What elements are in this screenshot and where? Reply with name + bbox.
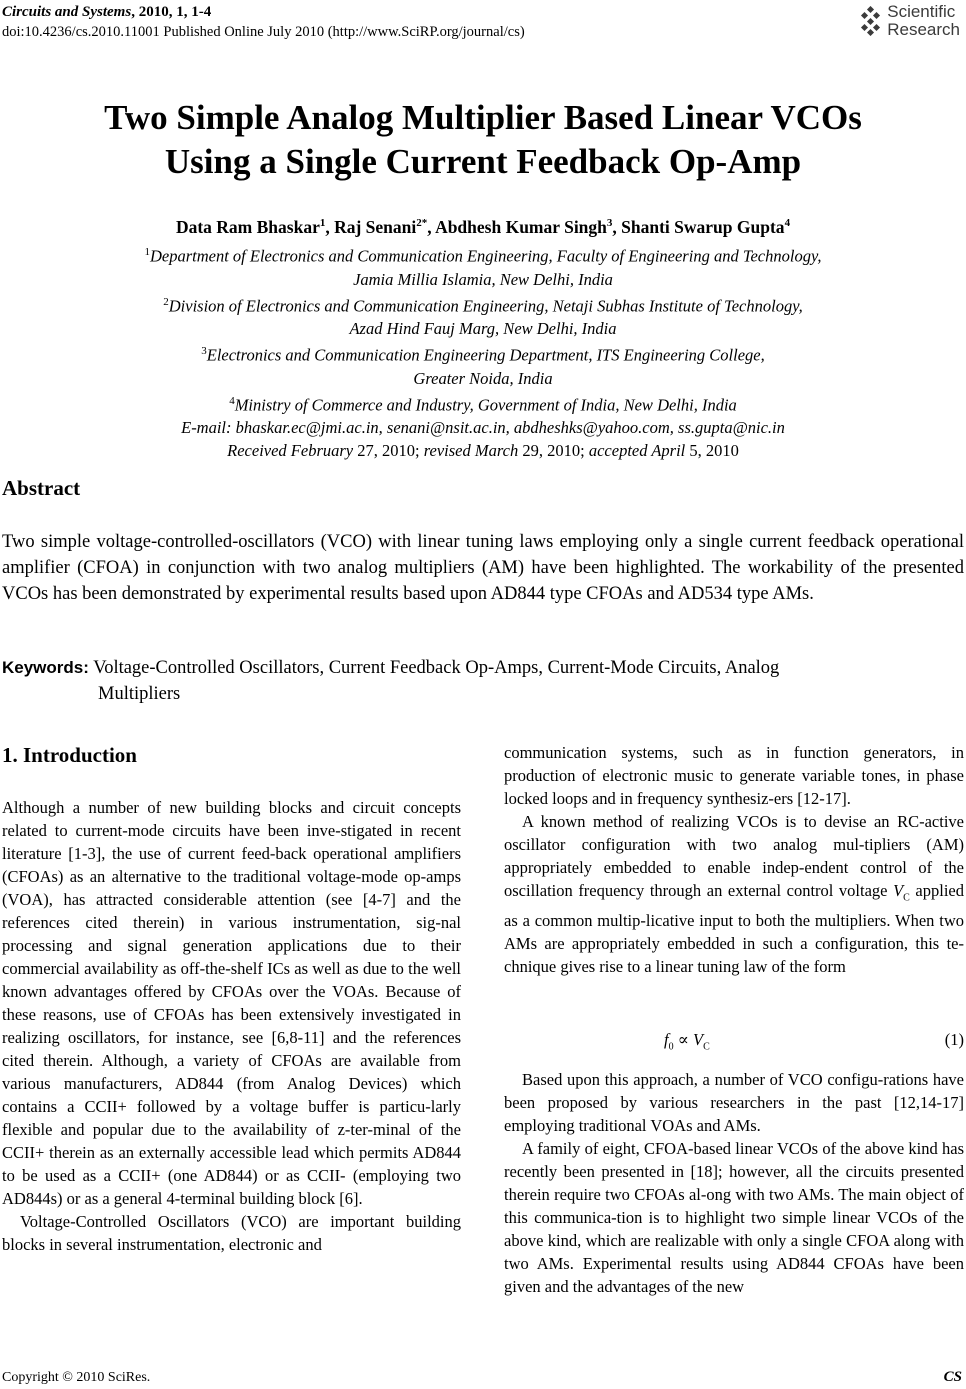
abstract-heading: Abstract — [2, 476, 81, 500]
paragraph: Based upon this approach, a number of VCO configu-rations have been proposed by various researchers in the past [12,14-17] employing traditional VOAs and AMs. — [504, 1070, 964, 1135]
author-name: Data Ram Bhaskar — [175, 217, 320, 237]
footer-copyright: Copyright © 2010 SciRes. — [2, 1370, 151, 1385]
affiliation-2: $^2$Division of Electronics and Communication Engineering, Netaji Subhas Institute of Technology, — [163, 295, 803, 315]
logo-text: Scientific Research — [887, 2, 960, 39]
keywords-label: Keywords: — [2, 658, 89, 677]
abstract-text: Two simple voltage-controlled-oscillators (VCO) with linear tuning laws employing only a single current feedback operational amplifier (CFOA) in conjunction with two analog multipliers (AM) have been highlighted. The workability of the presented VCOs has been demonstrated by experimental results based upon AD844 type CFOAs and AD534 type AMs. — [2, 532, 964, 604]
author-list: Data Ram Bhaskar$^1$, Raj Senani$^{2*}$, Abdhesh Kumar Singh$^3$, Shanti Swarup Gupta$^4$ — [175, 217, 791, 237]
paragraph: Voltage-Controlled Oscillators (VCO) are important building blocks in several instrumentation, electronic and — [2, 1212, 461, 1254]
left-column — [2, 796, 461, 1256]
paragraph: communication systems, such as in function generators, in production of electronic music to generate variable tones, in phase locked loops and in frequency synthesiz-ers [12-17]. — [504, 743, 964, 808]
author-name: Shanti Swarup Gupta — [621, 217, 785, 237]
section-heading-introduction: 1. Introduction — [2, 743, 137, 767]
affiliation-3: $^3$Electronics and Communication Engineering Department, ITS Engineering College, — [201, 345, 765, 365]
scientific-research-logo-icon — [859, 6, 883, 36]
right-column — [504, 741, 964, 978]
author-name: Abdhesh Kumar Singh — [435, 217, 607, 237]
author-name: Raj Senani — [334, 217, 417, 237]
publisher-logo — [859, 3, 960, 39]
paper-title: Two Simple Analog Multiplier Based Linear VCOs Using a Single Current Feedback Op-Amp — [104, 98, 862, 181]
volume-info: , 2010, 1, 1-4 — [131, 4, 212, 20]
journal-name: Circuits and Systems — [2, 4, 132, 20]
paragraph: A family of eight, CFOA-based linear VCOs of the above kind has recently been presented in [18]; however, all the circuits presented therein require two CFOAs al-ong with two AMs. The main object of this communica-tion is to highlight two simple linear VCOs of the above kind, which are realizable with only a single CFOA along with two AMs. Experimental results using AD844 CFOAs have been given and the advantages of the new — [504, 1139, 964, 1296]
affiliations: $^1$Department of Electronics and Communication Engineering, Faculty of Engineering and Technology, Jamia Millia Islamia, New Delhi, India $^2$Division of Electronics and Communication Engineering, Netaji Subhas Institute of Technology, Azad Hind Fauj Marg, New Delhi, India $^3$Electronics and Communication Engineering Department, ITS Engineering College, Greater Noida, India $^4$Ministry of Commerce and Industry, Government of India, New Delhi, India E-mail: bhaskar.ec@jmi.ac.in, senani@nsit.ac.in, abdheshks@yahoo.com, ss.gupta@nic.in Received February 27, 2010; revised March 29, 2010; accepted April 5, 2010 — [0, 241, 966, 462]
footer-journal-abbr: CS — [943, 1369, 962, 1385]
affiliation-4: $^4$Ministry of Commerce and Industry, Government of India, New Delhi, India — [229, 394, 737, 414]
paragraph: Although a number of new building blocks and circuit concepts related to current-mode circuits have been inve-stigated in recent literature [1-3], the use of current feed-back operational amplifiers (CFOAs) as an alternative to the traditional voltage-mode op-amps (VOA), has attracted considerable attention (see [4-7] and the references cited therein) in various instrumentation, sig-nal processing and signal generation applications due to their commercial availability as off-the-shelf ICs as well as due to the well known advantages offered by CFOAs over the VOAs. Because of these reasons, use of CFOAs has been extensively investigated in realizing oscillators, for instance, see [6,8-11] and the references cited therein. Although, a variety of CFOAs are available from various manufacturers, AD844 (from Analog Devices) which contains a CCII+ followed by a voltage buffer is particu-larly flexible and popular due to the availability of z-ter-minal of the CCII+ therein as an externally accessible lead which permits AD844 to be used as a CCII+ (one AD844) or as CCII- (employing two AD844s) or as a general 4-terminal building block [6]. — [2, 798, 461, 1208]
right-column-continued — [504, 1068, 964, 1298]
affiliation-1: $^1$Department of Electronics and Communication Engineering, Faculty of Engineering and Technology, — [144, 246, 822, 266]
doi-line: doi:10.4236/cs.2010.11001 Published Online July 2010 (http://www.SciRP.org/journal/cs) — [2, 24, 525, 40]
dates-line: Received February 27, 2010; revised March 29, 2010; accepted April 5, 2010 — [227, 441, 739, 460]
equation-1 — [504, 1030, 964, 1054]
keywords: Keywords: Voltage-Controlled Oscillators, Current Feedback Op-Amps, Current-Mode Circuits, Analog Multipliers — [2, 658, 780, 704]
running-header — [2, 4, 211, 21]
equation-number: (1) — [944, 1030, 964, 1049]
email-line: E-mail: bhaskar.ec@jmi.ac.in, senani@nsit.ac.in, abdheshks@yahoo.com, ss.gupta@nic.in — [181, 418, 785, 437]
paragraph: A known method of realizing VCOs is to devise an RC-active oscillator configuration with two analog mul-tipliers (AM) appropriately embedded to enable indep-endent control of the oscillation frequency through an external control voltage $V_C$ applied as a common multip-licative input to both the multipliers. When two AMs are appropriately embedded in such a configuration, this te-chnique gives rise to a linear tuning law of the form — [504, 812, 964, 977]
equation-expression: $f_0 \propto V_C$ — [664, 1030, 710, 1053]
